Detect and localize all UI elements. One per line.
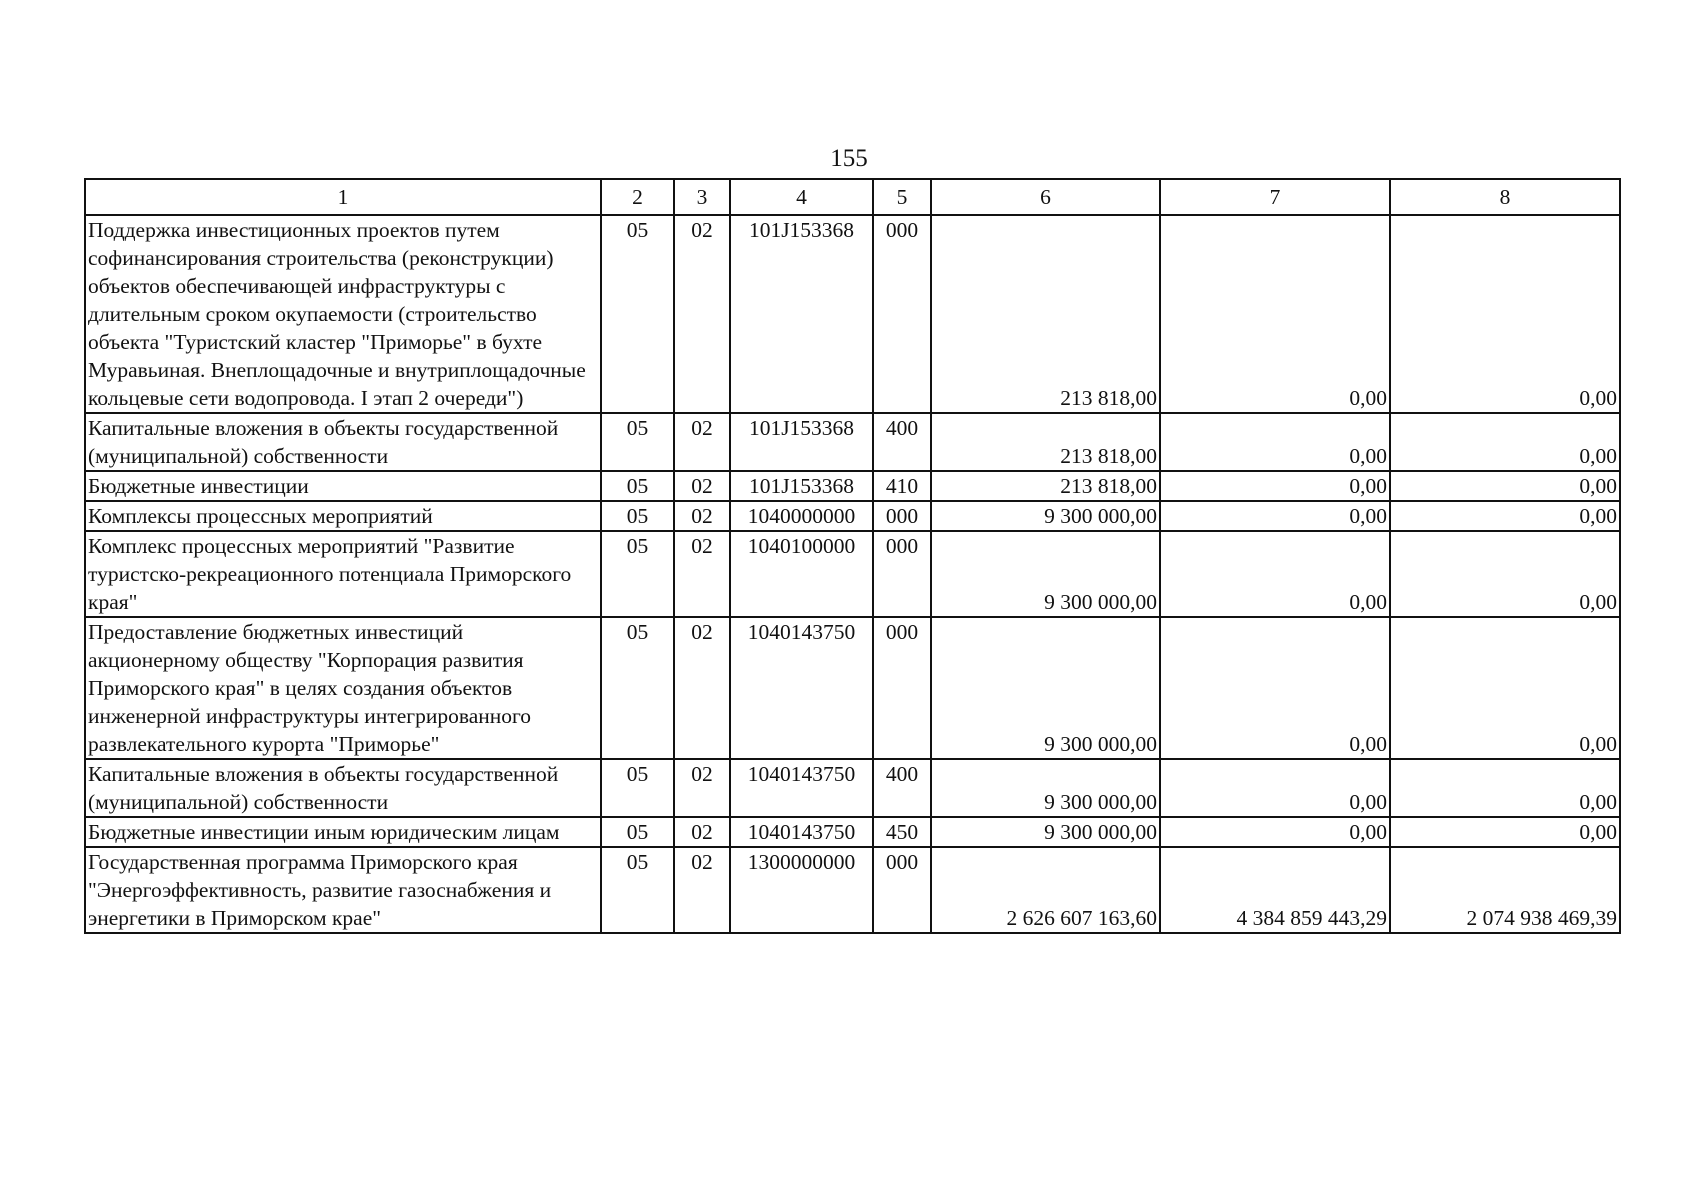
amount-col-7-cell: 0,00 xyxy=(1160,531,1390,617)
amount-col-8-cell: 0,00 xyxy=(1390,617,1620,759)
header-col-4: 4 xyxy=(730,179,873,215)
name-cell: Комплексы процессных мероприятий xyxy=(85,501,601,531)
section-cell: 05 xyxy=(601,759,674,817)
table-row xyxy=(85,413,1620,471)
expense-type-cell: 000 xyxy=(873,215,931,413)
table-row xyxy=(85,817,1620,847)
amount-col-7-cell: 0,00 xyxy=(1160,817,1390,847)
table-row xyxy=(85,531,1620,617)
header-col-3: 3 xyxy=(674,179,730,215)
table-row xyxy=(85,617,1620,759)
table-row xyxy=(85,847,1620,933)
name-cell: Комплекс процессных мероприятий "Развитие туристско-рекреационного потенциала Приморского края" xyxy=(85,531,601,617)
section-cell: 05 xyxy=(601,531,674,617)
name-cell: Государственная программа Приморского края "Энергоэффективность, развитие газоснабжения и энергетики в Приморском крае" xyxy=(85,847,601,933)
expense-type-cell: 000 xyxy=(873,847,931,933)
header-row xyxy=(85,179,1620,215)
amount-col-8-cell: 0,00 xyxy=(1390,215,1620,413)
amount-col-7-cell: 0,00 xyxy=(1160,413,1390,471)
target-article-cell: 1040000000 xyxy=(730,501,873,531)
amount-col-7-cell: 0,00 xyxy=(1160,215,1390,413)
amount-col-6-cell: 9 300 000,00 xyxy=(931,617,1160,759)
expense-type-cell: 400 xyxy=(873,413,931,471)
amount-col-7-cell: 0,00 xyxy=(1160,617,1390,759)
expense-type-cell: 400 xyxy=(873,759,931,817)
amount-col-8-cell: 2 074 938 469,39 xyxy=(1390,847,1620,933)
header-col-2: 2 xyxy=(601,179,674,215)
subsection-cell: 02 xyxy=(674,847,730,933)
section-cell: 05 xyxy=(601,817,674,847)
subsection-cell: 02 xyxy=(674,617,730,759)
target-article-cell: 1300000000 xyxy=(730,847,873,933)
section-cell: 05 xyxy=(601,617,674,759)
budget-table xyxy=(84,178,1621,934)
amount-col-7-cell: 4 384 859 443,29 xyxy=(1160,847,1390,933)
amount-col-8-cell: 0,00 xyxy=(1390,501,1620,531)
name-cell: Поддержка инвестиционных проектов путем софинансирования строительства (реконструкции) объектов обеспечивающей инфраструктуры с длительным сроком окупаемости (строительство объекта "Туристский кластер "Приморье" в бухте Муравьиная. Внеплощадочные и внутриплощадочные кольцевые сети водопровода. I этап 2 очереди") xyxy=(85,215,601,413)
amount-col-6-cell: 2 626 607 163,60 xyxy=(931,847,1160,933)
subsection-cell: 02 xyxy=(674,413,730,471)
target-article-cell: 1040143750 xyxy=(730,617,873,759)
amount-col-6-cell: 9 300 000,00 xyxy=(931,501,1160,531)
amount-col-8-cell: 0,00 xyxy=(1390,531,1620,617)
amount-col-6-cell: 9 300 000,00 xyxy=(931,759,1160,817)
subsection-cell: 02 xyxy=(674,531,730,617)
header-col-1: 1 xyxy=(85,179,601,215)
target-article-cell: 1040143750 xyxy=(730,817,873,847)
section-cell: 05 xyxy=(601,847,674,933)
name-cell: Капитальные вложения в объекты государственной (муниципальной) собственности xyxy=(85,759,601,817)
subsection-cell: 02 xyxy=(674,471,730,501)
header-col-6: 6 xyxy=(931,179,1160,215)
table-row xyxy=(85,215,1620,413)
subsection-cell: 02 xyxy=(674,501,730,531)
amount-col-8-cell: 0,00 xyxy=(1390,759,1620,817)
table-row xyxy=(85,471,1620,501)
expense-type-cell: 410 xyxy=(873,471,931,501)
amount-col-7-cell: 0,00 xyxy=(1160,759,1390,817)
subsection-cell: 02 xyxy=(674,215,730,413)
header-col-5: 5 xyxy=(873,179,931,215)
section-cell: 05 xyxy=(601,413,674,471)
subsection-cell: 02 xyxy=(674,759,730,817)
name-cell: Бюджетные инвестиции иным юридическим лицам xyxy=(85,817,601,847)
table-row xyxy=(85,759,1620,817)
amount-col-6-cell: 213 818,00 xyxy=(931,413,1160,471)
amount-col-8-cell: 0,00 xyxy=(1390,413,1620,471)
amount-col-6-cell: 213 818,00 xyxy=(931,471,1160,501)
subsection-cell: 02 xyxy=(674,817,730,847)
header-col-7: 7 xyxy=(1160,179,1390,215)
amount-col-6-cell: 213 818,00 xyxy=(931,215,1160,413)
expense-type-cell: 000 xyxy=(873,531,931,617)
section-cell: 05 xyxy=(601,471,674,501)
amount-col-6-cell: 9 300 000,00 xyxy=(931,817,1160,847)
target-article-cell: 101J153368 xyxy=(730,413,873,471)
header-col-8: 8 xyxy=(1390,179,1620,215)
target-article-cell: 101J153368 xyxy=(730,215,873,413)
amount-col-7-cell: 0,00 xyxy=(1160,471,1390,501)
section-cell: 05 xyxy=(601,215,674,413)
section-cell: 05 xyxy=(601,501,674,531)
expense-type-cell: 450 xyxy=(873,817,931,847)
amount-col-7-cell: 0,00 xyxy=(1160,501,1390,531)
table-row xyxy=(85,501,1620,531)
target-article-cell: 1040100000 xyxy=(730,531,873,617)
amount-col-8-cell: 0,00 xyxy=(1390,817,1620,847)
target-article-cell: 1040143750 xyxy=(730,759,873,817)
name-cell: Предоставление бюджетных инвестиций акционерному обществу "Корпорация развития Приморского края" в целях создания объектов инженерной инфраструктуры интегрированного развлекательного курорта "Приморье" xyxy=(85,617,601,759)
expense-type-cell: 000 xyxy=(873,501,931,531)
page-number: 155 xyxy=(830,145,868,172)
target-article-cell: 101J153368 xyxy=(730,471,873,501)
amount-col-6-cell: 9 300 000,00 xyxy=(931,531,1160,617)
name-cell: Капитальные вложения в объекты государственной (муниципальной) собственности xyxy=(85,413,601,471)
expense-type-cell: 000 xyxy=(873,617,931,759)
name-cell: Бюджетные инвестиции xyxy=(85,471,601,501)
amount-col-8-cell: 0,00 xyxy=(1390,471,1620,501)
